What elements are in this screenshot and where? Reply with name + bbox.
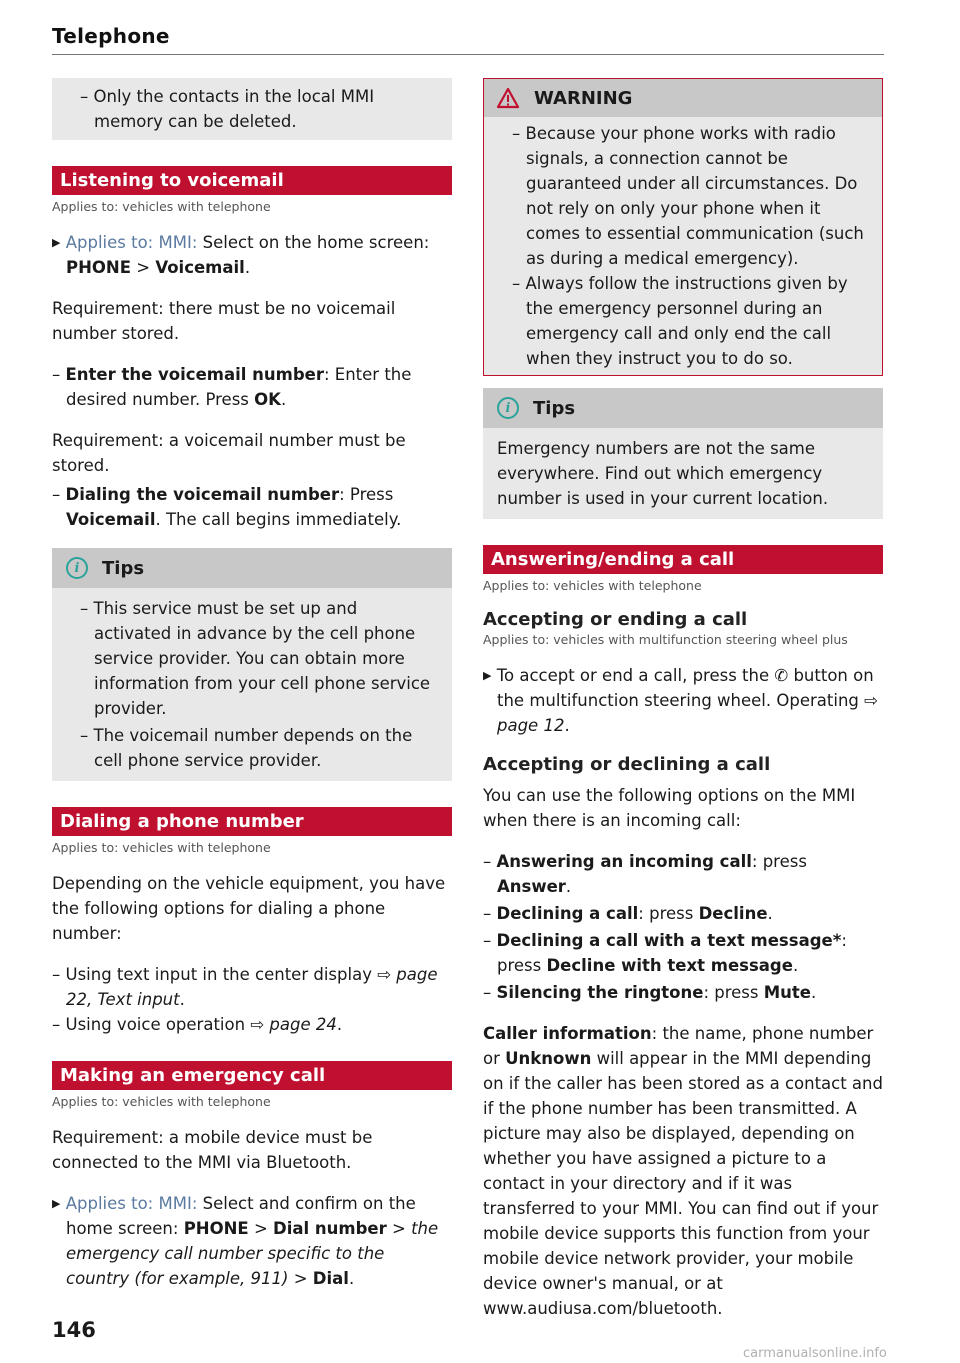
triangle-bullet-icon: ▶ <box>52 1197 61 1210</box>
option-decline-text: – Declining a call with a text message*: press Decline with text message. <box>483 931 847 975</box>
enter-voicemail-item: – Enter the voicemail number: Enter the desired number. Press OK. <box>52 365 412 409</box>
left-column <box>52 78 452 1291</box>
warning-triangle-icon <box>496 87 520 109</box>
triangle-bullet-icon: ▶ <box>52 236 61 249</box>
right-column <box>483 78 883 1321</box>
watermark: carmanualsonline.info <box>743 1346 887 1361</box>
dialing-intro: Depending on the vehicle equipment, you have the following options for dialing a phone number: <box>52 874 446 943</box>
handset-icon: ✆ <box>774 666 789 685</box>
dialing-option-1: – Using text input in the center display ⇨ page 22, Text input. <box>52 965 438 1009</box>
dial-voicemail-item: – Dialing the voicemail number: Press Voicemail. The call begins immediately. <box>52 485 402 529</box>
warning-body <box>484 117 882 375</box>
applies-note: Applies to: vehicles with multifunction steering wheel plus <box>483 632 848 647</box>
applies-note: Applies to: vehicles with telephone <box>52 199 271 214</box>
tips-body <box>483 428 883 519</box>
option-answer: – Answering an incoming call: press Answer. <box>483 852 807 896</box>
tips-item: – The voicemail number depends on the cell phone service provider. <box>80 726 413 770</box>
tips-header: i Tips <box>483 388 883 428</box>
tips-box-1 <box>52 548 452 781</box>
warning-header: WARNING <box>484 79 882 117</box>
option-decline: – Declining a call: press Decline. <box>483 904 773 923</box>
warning-item: – Because your phone works with radio signals, a connection cannot be guaranteed under all circumstances. Do not rely on only your phone when it comes to essential communication (such as during a medical emergency). <box>512 124 864 268</box>
tips-text: Emergency numbers are not the same everywhere. Find out which emergency number is used in your current location. <box>497 439 829 508</box>
note-box <box>52 78 452 140</box>
section-title-dialing: Dialing a phone number <box>52 807 452 836</box>
tips-box-2 <box>483 388 883 519</box>
section-title-answering: Answering/ending a call <box>483 545 883 574</box>
tips-body <box>52 588 452 781</box>
step-accept-end: ▶ To accept or end a call, press the ✆ button on the multifunction steering wheel. Operating ⇨ page 12. <box>483 666 878 735</box>
subheading-accept-decline: Accepting or declining a call <box>483 754 771 775</box>
requirement-2: Requirement: a voicemail number must be stored. <box>52 431 406 475</box>
header-rule <box>52 54 884 55</box>
info-icon: i <box>66 557 88 579</box>
page-number: 146 <box>52 1318 96 1342</box>
page-header <box>52 24 884 55</box>
applies-note: Applies to: vehicles with telephone <box>52 840 271 855</box>
triangle-bullet-icon: ▶ <box>483 669 492 682</box>
emergency-requirement: Requirement: a mobile device must be connected to the MMI via Bluetooth. <box>52 1128 373 1172</box>
section-title-voicemail: Listening to voicemail <box>52 166 452 195</box>
caller-information: Caller information: the name, phone number or Unknown will appear in the MMI depending on if the caller has been stored as a contact and if the phone number has been transmitted. A picture may also be displayed, depending on whether you have assigned a picture to a contact in your directory and if it was transferred to your MMI. You can find out if your mobile device supports this function from your mobile device network provider, your mobile device owner's manual, or at www.audiusa.com/bluetooth. <box>483 1024 883 1318</box>
step-voicemail: ▶ Applies to: MMI: Select on the home screen: PHONE > Voicemail. <box>52 233 430 277</box>
applies-note: Applies to: vehicles with telephone <box>52 1094 271 1109</box>
section-title-emergency: Making an emergency call <box>52 1061 452 1090</box>
option-mute: – Silencing the ringtone: press Mute. <box>483 983 817 1002</box>
chapter-title: Telephone <box>52 24 170 48</box>
accept-decline-intro: You can use the following options on the MMI when there is an incoming call: <box>483 786 856 830</box>
warning-item: – Always follow the instructions given by the emergency personnel during an emergency call and only end the call when they instruct you to do so. <box>512 274 848 368</box>
dialing-option-2: – Using voice operation ⇨ page 24. <box>52 1015 343 1034</box>
info-icon: i <box>497 397 519 419</box>
note-item: – Only the contacts in the local MMI memory can be deleted. <box>80 87 375 131</box>
tips-header: i Tips <box>52 548 452 588</box>
applies-note: Applies to: vehicles with telephone <box>483 578 702 593</box>
step-emergency: ▶ Applies to: MMI: Select and confirm on the home screen: PHONE > Dial number > the emergency call number specific to the country (for example, 911) > Dial. <box>52 1194 439 1288</box>
subheading-accept-end: Accepting or ending a call <box>483 609 748 630</box>
warning-box <box>483 78 883 376</box>
requirement-1: Requirement: there must be no voicemail number stored. <box>52 299 396 343</box>
tips-item: – This service must be set up and activated in advance by the cell phone service provider. You can obtain more information from your cell phone service provider. <box>80 599 431 718</box>
